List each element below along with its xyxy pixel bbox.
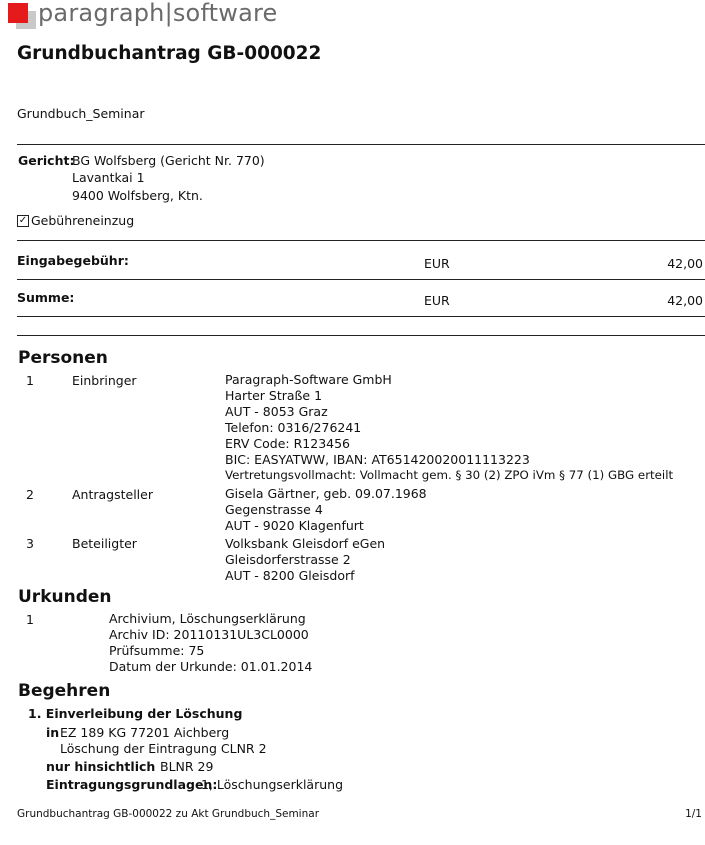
sum-currency: EUR bbox=[424, 293, 450, 308]
begehren-grundlagen-value: 1, Löschungserklärung bbox=[201, 777, 344, 792]
footer-text: Grundbuchantrag GB-000022 zu Akt Grundbuch_Seminar bbox=[17, 808, 320, 820]
person-line: BIC: EASYATWW, IBAN: AT651420020011113223 bbox=[225, 452, 530, 467]
page-title: Grundbuchantrag GB-000022 bbox=[17, 43, 322, 64]
gebuehreneinzug-checkbox[interactable]: ✓ bbox=[18, 215, 28, 226]
begehren-grundlagen-label: Eintragungsgrundlagen: bbox=[46, 777, 218, 792]
person-line: AUT - 8053 Graz bbox=[225, 404, 328, 419]
sum-label: Summe: bbox=[17, 290, 75, 305]
urkunde-line: Datum der Urkunde: 01.01.2014 bbox=[109, 659, 313, 674]
person-nr: 1 bbox=[26, 373, 34, 388]
divider bbox=[17, 279, 705, 280]
begehren-nur-label: nur hinsichtlich bbox=[46, 759, 156, 774]
urkunde-line: Archivium, Löschungserklärung bbox=[109, 611, 306, 626]
sum-amount: 42,00 bbox=[667, 293, 703, 308]
person-role: Antragsteller bbox=[72, 487, 153, 502]
person-line: ERV Code: R123456 bbox=[225, 436, 351, 451]
divider bbox=[17, 240, 705, 241]
divider bbox=[17, 316, 705, 317]
person-line: Gleisdorferstrasse 2 bbox=[225, 552, 351, 567]
urkunde-line: Prüfsumme: 75 bbox=[109, 643, 205, 658]
person-line: Vertretungsvollmacht: Vollmacht gem. § 30 (2) ZPO iVm § 77 (1) GBG erteilt bbox=[225, 468, 674, 482]
person-line: Harter Straße 1 bbox=[225, 388, 323, 403]
person-role: Beteiligter bbox=[72, 536, 137, 551]
fee-amount: 42,00 bbox=[667, 256, 703, 271]
urkunde-line: Archiv ID: 20110131UL3CL0000 bbox=[109, 627, 309, 642]
person-line: Telefon: 0316/276241 bbox=[225, 420, 362, 435]
gericht-line: 9400 Wolfsberg, Ktn. bbox=[72, 188, 203, 203]
person-line: Paragraph-Software GmbH bbox=[225, 372, 392, 387]
person-line: Gisela Gärtner, geb. 09.07.1968 bbox=[225, 486, 427, 501]
person-role: Einbringer bbox=[72, 373, 137, 388]
urkunden-heading: Urkunden bbox=[18, 587, 112, 607]
personen-heading: Personen bbox=[18, 348, 108, 368]
begehren-nur-value: BLNR 29 bbox=[160, 759, 214, 774]
begehren-in-label: in bbox=[46, 725, 60, 740]
logo-text: paragraph|software bbox=[38, 0, 278, 27]
begehren-loeschung: Löschung der Eintragung CLNR 2 bbox=[60, 741, 267, 756]
gericht-line: Lavantkai 1 bbox=[72, 170, 145, 185]
divider bbox=[17, 335, 705, 336]
divider bbox=[17, 144, 705, 145]
begehren-item-title: 1. Einverleibung der Löschung bbox=[28, 706, 243, 721]
urkunde-nr: 1 bbox=[26, 612, 34, 627]
begehren-in-value: EZ 189 KG 77201 Aichberg bbox=[60, 725, 230, 740]
footer-page: 1/1 bbox=[685, 808, 702, 820]
person-nr: 3 bbox=[26, 536, 34, 551]
akt-name: Grundbuch_Seminar bbox=[17, 106, 145, 121]
person-line: AUT - 9020 Klagenfurt bbox=[225, 518, 364, 533]
person-nr: 2 bbox=[26, 487, 34, 502]
logo-mark bbox=[8, 3, 28, 23]
gericht-line: BG Wolfsberg (Gericht Nr. 770) bbox=[72, 153, 265, 168]
fee-label: Eingabegebühr: bbox=[17, 253, 129, 268]
person-line: AUT - 8200 Gleisdorf bbox=[225, 568, 355, 583]
begehren-heading: Begehren bbox=[18, 681, 111, 701]
gebuehreneinzug-label: Gebühreneinzug bbox=[31, 213, 135, 228]
person-line: Gegenstrasse 4 bbox=[225, 502, 323, 517]
fee-currency: EUR bbox=[424, 256, 450, 271]
person-line: Volksbank Gleisdorf eGen bbox=[225, 536, 386, 551]
gericht-label: Gericht: bbox=[18, 153, 75, 168]
